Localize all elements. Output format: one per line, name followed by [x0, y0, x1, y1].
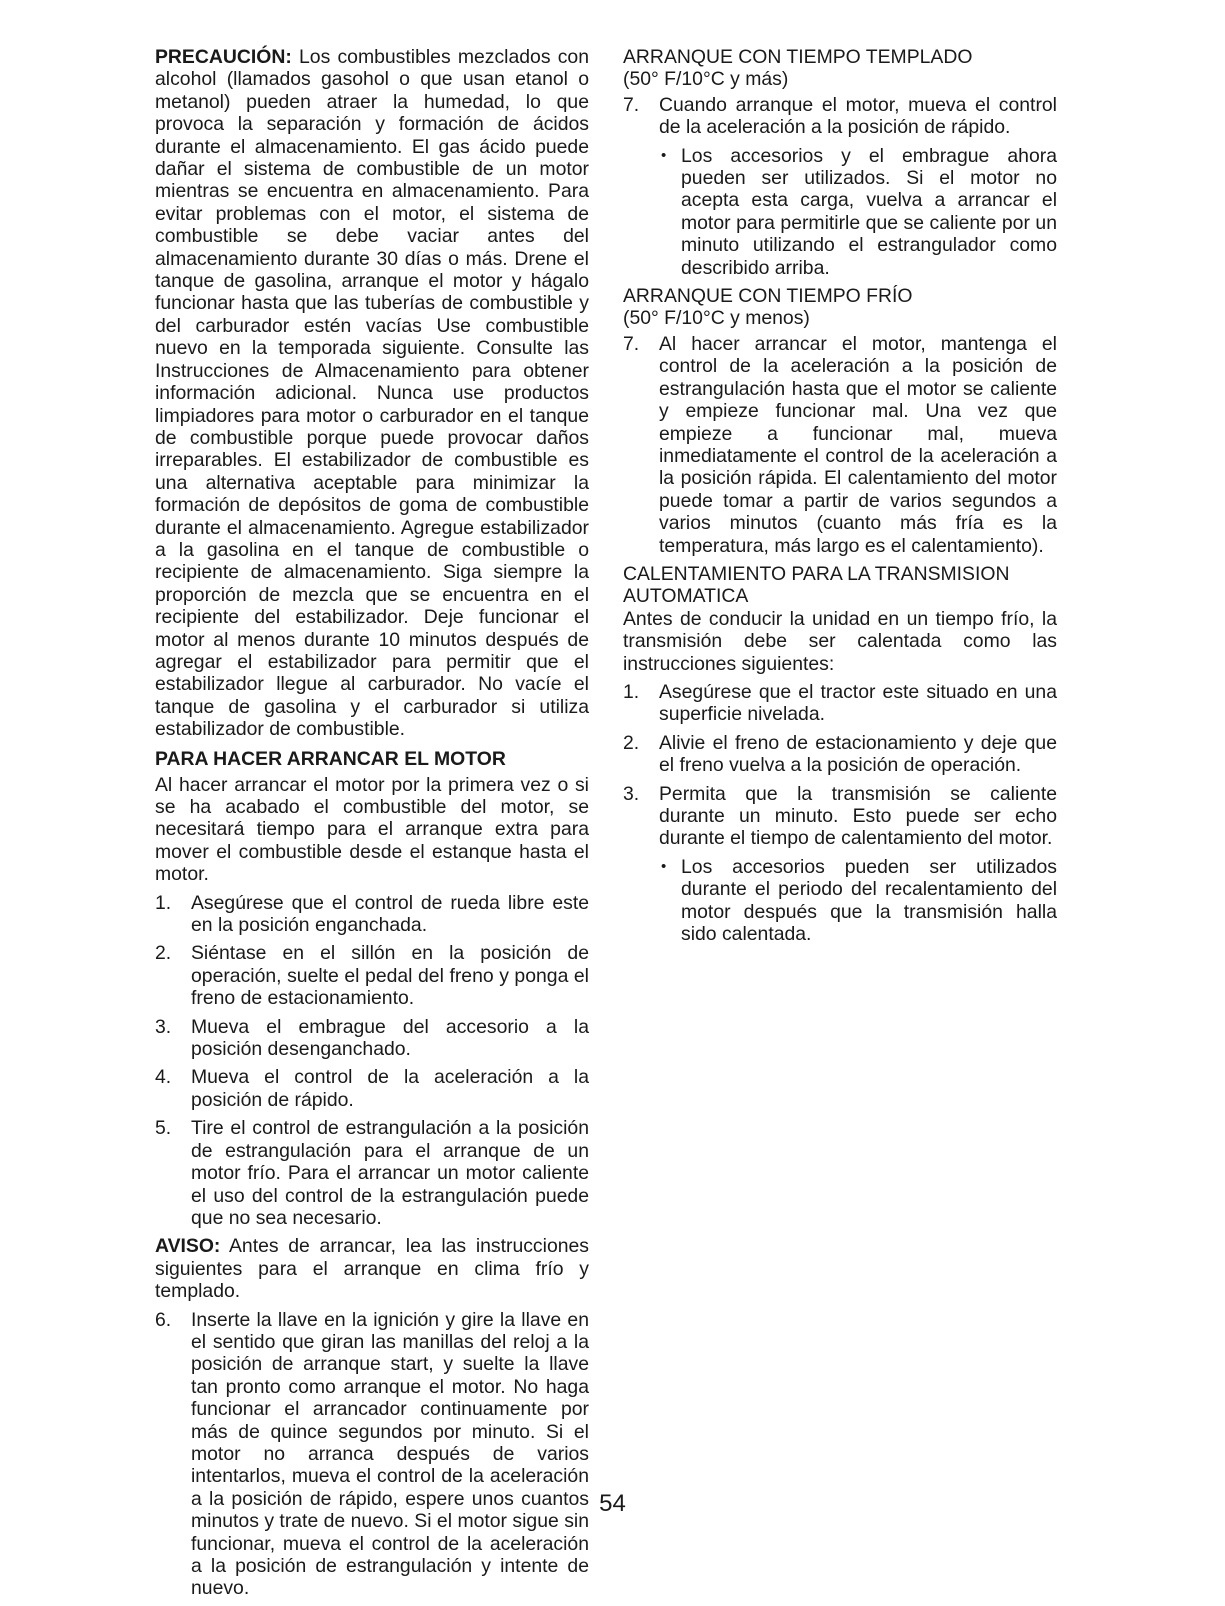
precaucion-paragraph: [155, 46, 589, 741]
precaucion-label: PRECAUCIÓN:: [155, 46, 292, 68]
page-number: 54: [599, 1490, 626, 1517]
warm-steps-list: [623, 94, 1057, 279]
step-number: 7.: [623, 332, 640, 355]
section-heading-warm-start: ARRANQUE CON TIEMPO TEMPLADO: [623, 46, 973, 68]
step-number: 3.: [623, 782, 640, 805]
list-item: [155, 942, 589, 1009]
aviso-paragraph: [155, 1235, 589, 1302]
step-number: 5.: [155, 1117, 172, 1140]
aviso-label: AVISO:: [155, 1235, 221, 1258]
right-column: [623, 46, 1057, 951]
start-steps-list: [155, 892, 589, 1230]
step-text: Al hacer arrancar el motor, mantenga el control de la aceleración a la posición de estrangulación hasta que el motor se caliente y empieze funcionar mal. Una vez que empieze a funcionar mal, mueva inmediatamente el control de la aceleración a la posición rápida. El calentamiento del motor puede tomar a partir de varios segundos a varios minutos (cuanto más fría es la temperatura, más largo es el calentamiento).: [659, 332, 1057, 557]
step-text: Tire el control de estrangulación a la posición de estrangulación para el arranque de un motor frío. Para el arrancar un motor caliente el uso del control de la estrangulación puede que no sea necesario.: [191, 1117, 589, 1229]
precaucion-text: Los combustibles mezclados con alcohol (llamados gasohol o que usan etanol o metanol) pueden atraer la humedad, lo que provoca la separación y formación de ácidos durante el almacenamiento. El gas ácido puede dañar el sistema de combustible de un motor mientras se encuentra en almacenamiento. Para evitar problemas con el motor, el sistema de combustible se debe vaciar antes del almacenamiento durante 30 días o más. Drene el tanque de gasolina, arranque el motor y hágalo funcionar hasta que las tuberías de combustible y del carburador estén vacías Use combustible nuevo en la temporada siguiente. Consulte las Instrucciones de Almacenamiento para obtener información adicional. Nunca use productos limpiadores para motor o carburador en el tanque de combustible porque puede provocar daños irreparables. El estabilizador de combustible es una alternativa aceptable para minimizar la formación de depósitos de goma de combustible durante el almacenamiento. Agregue estabilizador a la gasolina en el tanque de combustible o recipiente de almacenamiento. Siga siempre la proporción de mezcla que se encuentra en el recipiente del estabilizador. Deje funcionar el motor al menos durante 10 minutos después de agregar el estabilizador para permitir que el estabilizador llegue al carburador. No vacíe el tanque de gasolina y el carburador si utiliza estabilizador de combustible.: [155, 46, 589, 741]
step-number: 7.: [623, 93, 640, 116]
transmission-bullet-list: [659, 856, 1057, 946]
section-heading-transmission-warmup: CALENTAMIENTO PARA LA TRANSMISION AUTOMATICA: [623, 562, 1010, 608]
aviso-text: Antes de arrancar, lea las instrucciones siguientes para el arranque en clima frío y templado.: [155, 1235, 589, 1303]
step-text: Permita que la transmisión se caliente durante un minuto. Esto puede ser echo durante el tiempo de calentamiento del motor.: [659, 782, 1057, 850]
step-text: Alivie el freno de estacionamiento y deje que el freno vuelva a la posición de operación.: [659, 731, 1057, 777]
list-item: [155, 1066, 589, 1111]
step-number: 1.: [623, 680, 640, 703]
list-item: [623, 732, 1057, 777]
step-text: Mueva el control de la aceleración a la posición de rápido.: [191, 1066, 589, 1111]
transmission-intro: Antes de conducir la unidad en un tiempo frío, la transmisión debe ser calentada como las instrucciones siguientes:: [623, 607, 1057, 675]
list-item: [155, 1016, 589, 1061]
list-item: • Los accesorios y el embrague ahora pueden ser utilizados. Si el motor no acepta esta carga, vuelva a arrancar el motor para permitirle que se caliente por un minuto utilizando el estrangulador como describido arriba.: [659, 145, 1057, 279]
list-item: [623, 681, 1057, 726]
step-text: Siéntase en el sillón en la posición de operación, suelte el pedal del freno y ponga el freno de estacionamiento.: [191, 942, 589, 1010]
left-column: [155, 46, 589, 1606]
list-item: [155, 1117, 589, 1229]
start-steps-list-continued: [155, 1309, 589, 1600]
transmission-steps-list: [623, 681, 1057, 945]
step-text: Asegúrese que el control de rueda libre este en la posición enganchada.: [191, 891, 589, 937]
cold-steps-list: [623, 333, 1057, 557]
step-text: Asegúrese que el tractor este situado en una superficie nivelada.: [659, 680, 1057, 726]
section-heading-start-engine: PARA HACER ARRANCAR EL MOTOR: [155, 747, 506, 770]
section-heading-cold-start: ARRANQUE CON TIEMPO FRÍO: [623, 285, 913, 308]
cold-temperature-range: (50° F/10°C y menos): [623, 307, 810, 330]
warm-bullet-list: [659, 145, 1057, 279]
list-item: [623, 94, 1057, 279]
list-item: [623, 333, 1057, 557]
step-text: Mueva el embrague del accesorio a la posición desenganchado.: [191, 1015, 589, 1061]
warm-temperature-range: (50° F/10°C y más): [623, 68, 789, 91]
step-text: Cuando arranque el motor, mueva el control de la aceleración a la posición de rápido.: [659, 93, 1057, 139]
list-item: [623, 783, 1057, 946]
start-engine-intro: Al hacer arrancar el motor por la primera vez o si se ha acabado el combustible del motor, se necesitará tiempo para el arranque extra para mover el combustible desde el estanque hasta el motor.: [155, 773, 589, 886]
step-number: 2.: [623, 731, 640, 754]
step-text: Inserte la llave en la ignición y gire la llave en el sentido que giran las manillas del reloj a la posición de arranque start, y suelte la llave tan pronto como arranque el motor. No haga funcionar el arrancador continuamente por más de quince segundos por minuto. Si el motor no arranca después de varios intentarlos, mueva el control de la aceleración a la posición de rápido, espere unos cuantos minutos y trate de nuevo. Si el motor sigue sin funcionar, mueva el control de la aceleración a la posición de estrangulación y intente de nuevo.: [191, 1308, 589, 1600]
step-number: 2.: [155, 942, 172, 965]
step-number: 6.: [155, 1308, 172, 1331]
list-item: [155, 892, 589, 937]
step-number: 1.: [155, 891, 172, 914]
step-number: 3.: [155, 1015, 172, 1038]
list-item: • Los accesorios pueden ser utilizados durante el periodo del recalentamiento del motor después que la transmisión halla sido calentada.: [659, 856, 1057, 946]
list-item: [155, 1309, 589, 1600]
step-number: 4.: [155, 1066, 172, 1089]
